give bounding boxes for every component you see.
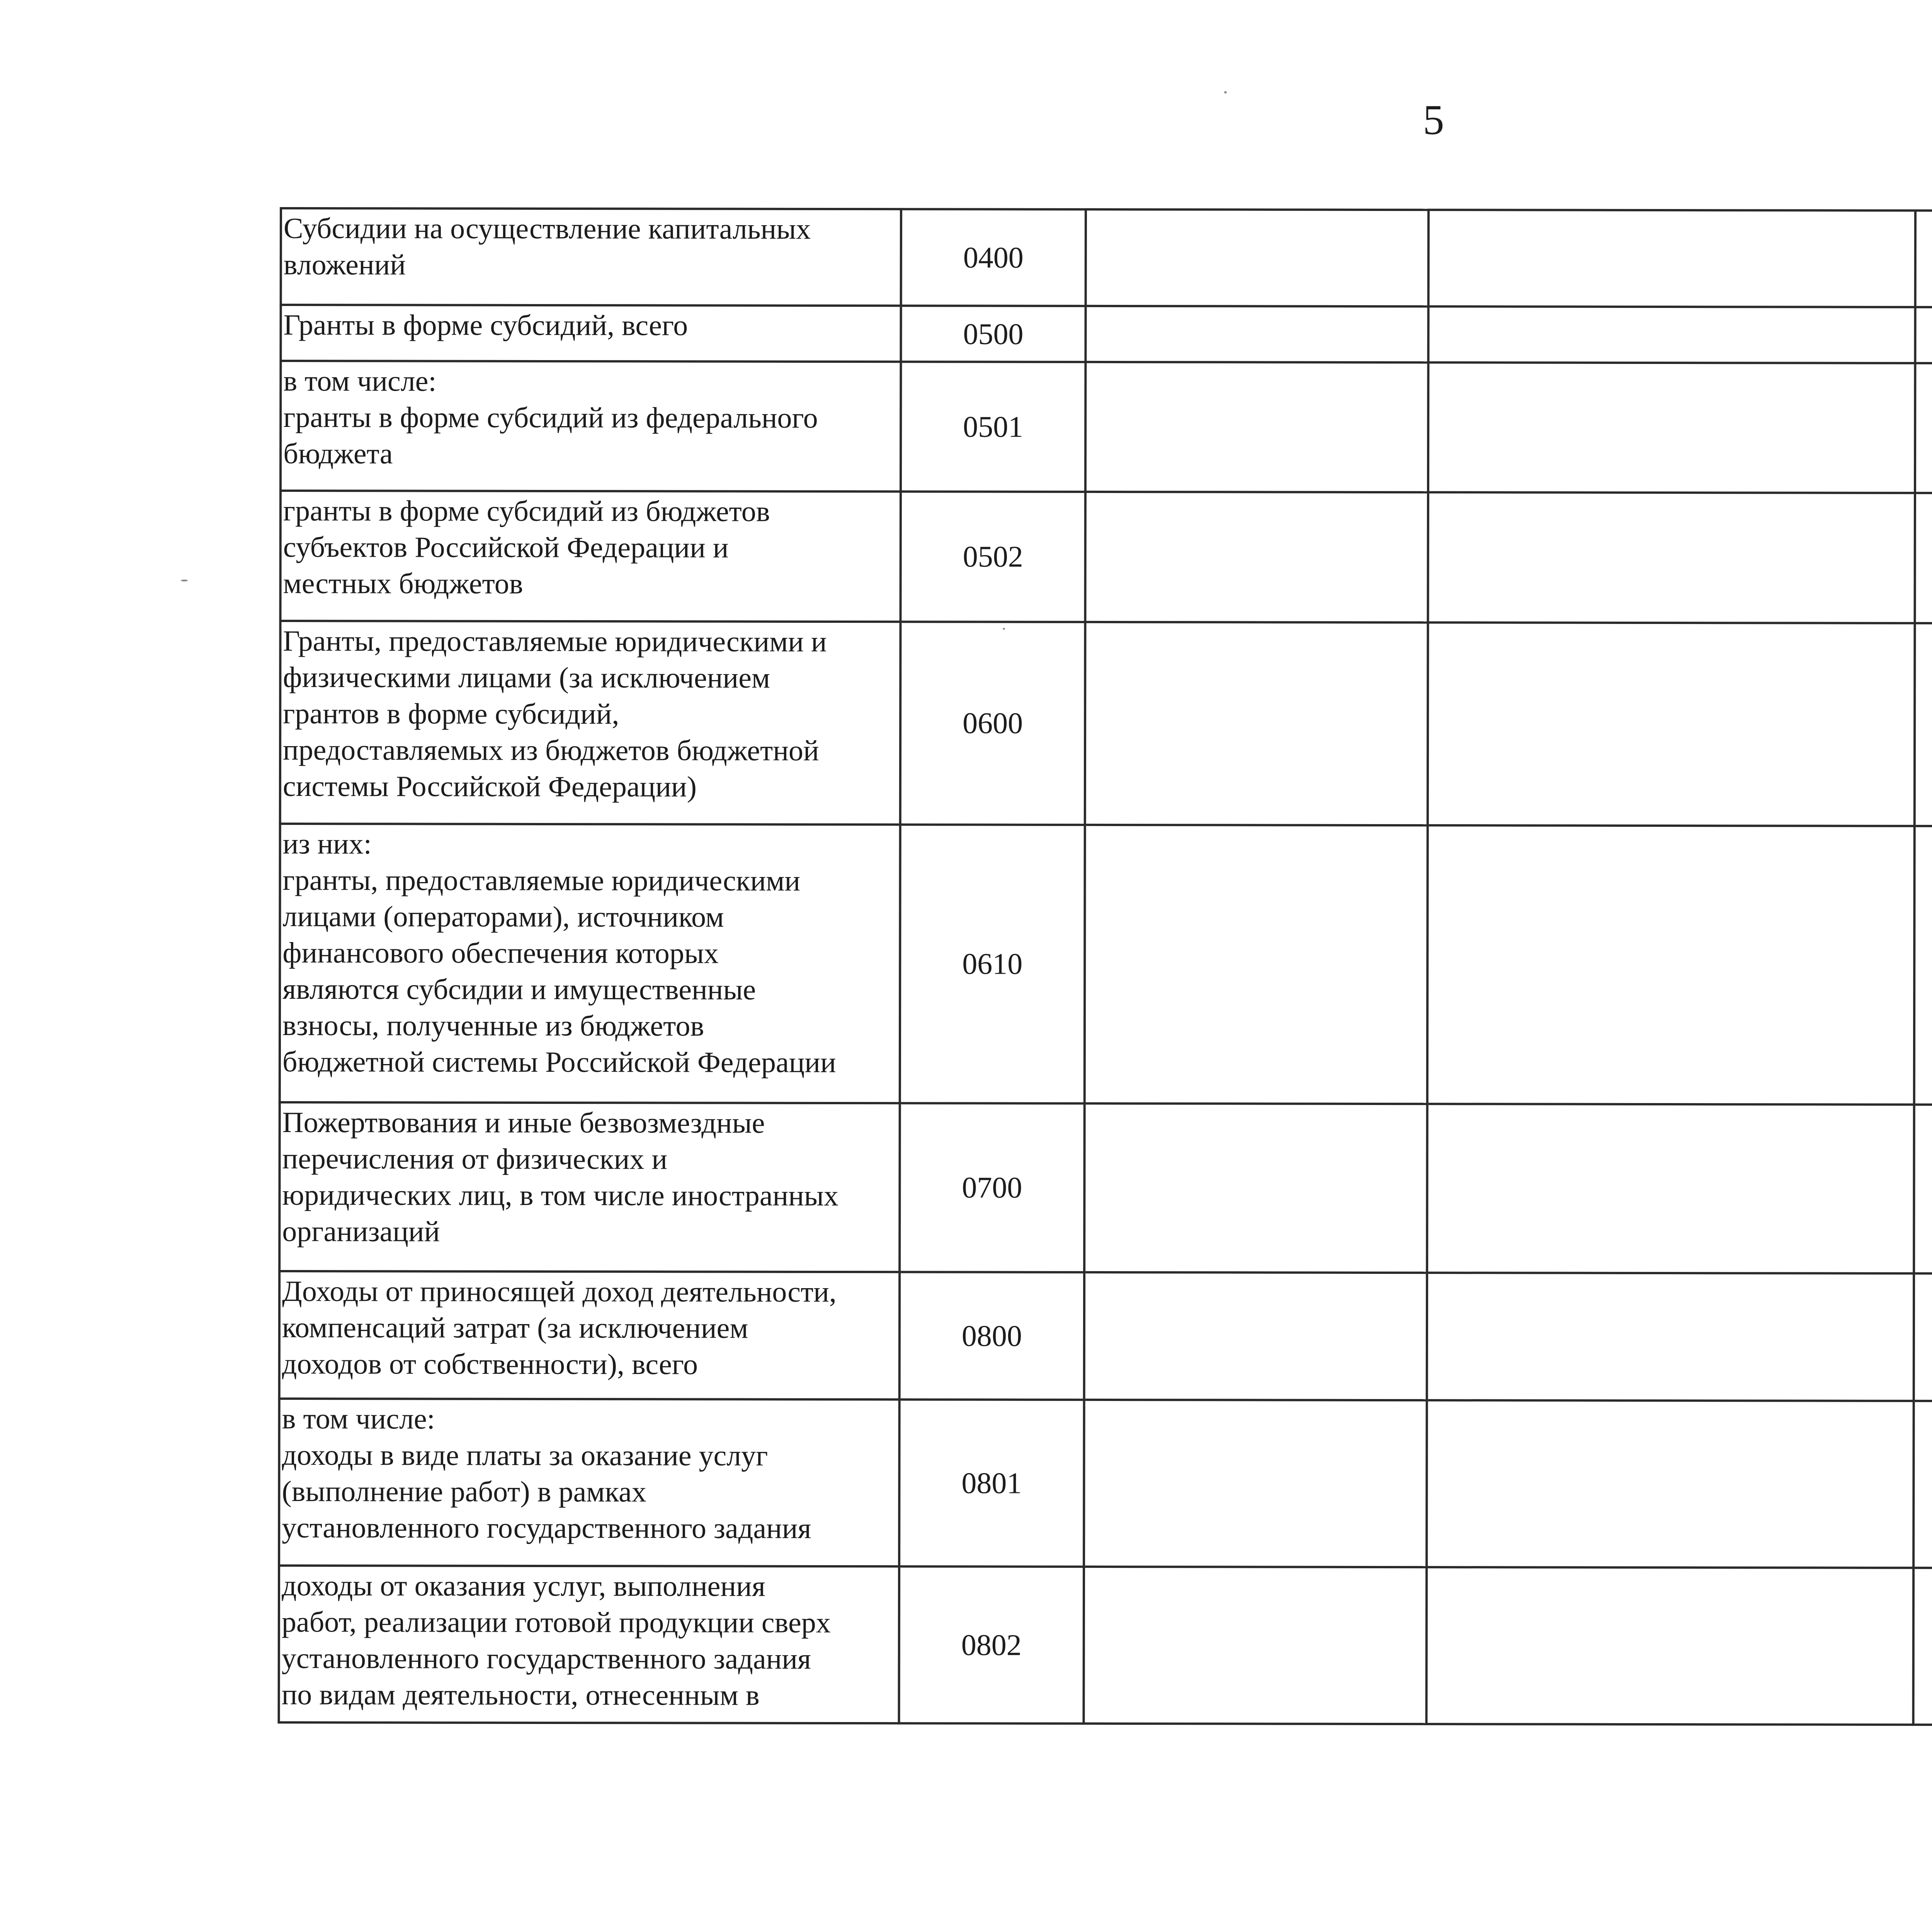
value-cell-col-1 <box>1084 1103 1427 1273</box>
value-cell-col-2 <box>1427 1273 1914 1401</box>
value-cell-col-3 <box>1915 211 1932 308</box>
value-cell-col-1 <box>1085 825 1428 1104</box>
scan-speck <box>1224 91 1227 94</box>
value-cell-col-2 <box>1429 210 1915 307</box>
row-indicator-name: Пожертвования и иные безвозмездные перечисления от физических и юридических лиц, в том числе иностранных организаций <box>279 1102 900 1272</box>
row-code: 0501 <box>901 362 1085 492</box>
row-code: 0610 <box>900 825 1085 1103</box>
value-cell-col-1 <box>1084 1272 1427 1400</box>
value-cell-col-1 <box>1085 622 1428 826</box>
value-cell-col-1 <box>1085 306 1428 362</box>
value-cell-col-2 <box>1428 362 1915 493</box>
row-code: 0500 <box>901 306 1085 362</box>
row-code: 0800 <box>900 1272 1084 1400</box>
row-indicator-name: Гранты, предоставляемые юридическими и физическими лицами (за исключением грантов в форме субсидий, предоставляемых из бюджетов бюджетной системы Российской Федерации) <box>280 621 901 825</box>
row-code: 0802 <box>899 1566 1084 1724</box>
scan-speck <box>181 580 188 581</box>
row-code: 0600 <box>900 622 1085 825</box>
value-cell-col-1 <box>1086 209 1429 306</box>
revenue-form-table <box>278 207 1932 1727</box>
value-cell-col-2 <box>1427 1567 1914 1725</box>
table-row <box>281 491 1932 624</box>
value-cell-col-1 <box>1084 1567 1427 1724</box>
value-cell-col-1 <box>1085 362 1428 492</box>
value-cell-col-3 <box>1914 826 1932 1105</box>
table-row <box>280 621 1932 827</box>
row-indicator-name: Доходы от приносящей доход деятельности, компенсаций затрат (за исключением доходов от собственности), всего <box>279 1271 900 1399</box>
row-indicator-name: из них: гранты, предоставляемые юридическими лицами (операторами), источником финансового обеспечения которых являются субсидии и имущественные взносы, полученные из бюджетов бюджетной системы Российской Федерации <box>280 824 900 1103</box>
table-row <box>281 208 1932 308</box>
value-cell-col-1 <box>1085 491 1428 622</box>
row-indicator-name: в том числе: гранты в форме субсидий из федерального бюджета <box>281 361 901 491</box>
table-row <box>279 1566 1932 1726</box>
value-cell-col-2 <box>1428 622 1915 826</box>
table-row <box>281 361 1932 494</box>
row-code: 0502 <box>901 491 1085 622</box>
value-cell-col-3 <box>1915 493 1932 623</box>
row-indicator-name: Субсидии на осуществление капитальных вложений <box>281 208 901 306</box>
value-cell-col-3 <box>1914 1105 1932 1274</box>
table-row <box>279 1399 1932 1569</box>
value-cell-col-2 <box>1427 1400 1914 1567</box>
value-cell-col-3 <box>1915 307 1932 364</box>
row-indicator-name: доходы от оказания услуг, выполнения работ, реализации готовой продукции сверх установленного государственного задания по видам деятельности, отнесенным в <box>279 1566 900 1724</box>
table-row <box>281 305 1932 364</box>
value-cell-col-3 <box>1913 1401 1932 1568</box>
value-cell-col-1 <box>1084 1400 1427 1567</box>
row-code: 0700 <box>900 1103 1085 1272</box>
table-row <box>279 1102 1932 1275</box>
row-indicator-name: Гранты в форме субсидий, всего <box>281 305 901 362</box>
value-cell-col-2 <box>1427 825 1915 1104</box>
table-row <box>280 824 1932 1105</box>
value-cell-col-2 <box>1428 492 1915 623</box>
row-indicator-name: в том числе: доходы в виде платы за оказание услуг (выполнение работ) в рамках установленного государственного задания <box>279 1399 900 1566</box>
value-cell-col-3 <box>1913 1568 1932 1725</box>
value-cell-col-3 <box>1915 363 1932 493</box>
row-indicator-name: гранты в форме субсидий из бюджетов субъектов Российской Федерации и местных бюджетов <box>281 491 901 622</box>
row-code: 0400 <box>901 209 1086 306</box>
value-cell-col-3 <box>1914 1273 1932 1401</box>
value-cell-col-3 <box>1915 623 1932 827</box>
table-body <box>279 208 1932 1726</box>
table-row <box>279 1271 1932 1402</box>
page-number: 5 <box>1423 96 1444 143</box>
value-cell-col-2 <box>1427 1104 1914 1273</box>
value-cell-col-2 <box>1428 306 1915 363</box>
row-code: 0801 <box>899 1400 1084 1567</box>
